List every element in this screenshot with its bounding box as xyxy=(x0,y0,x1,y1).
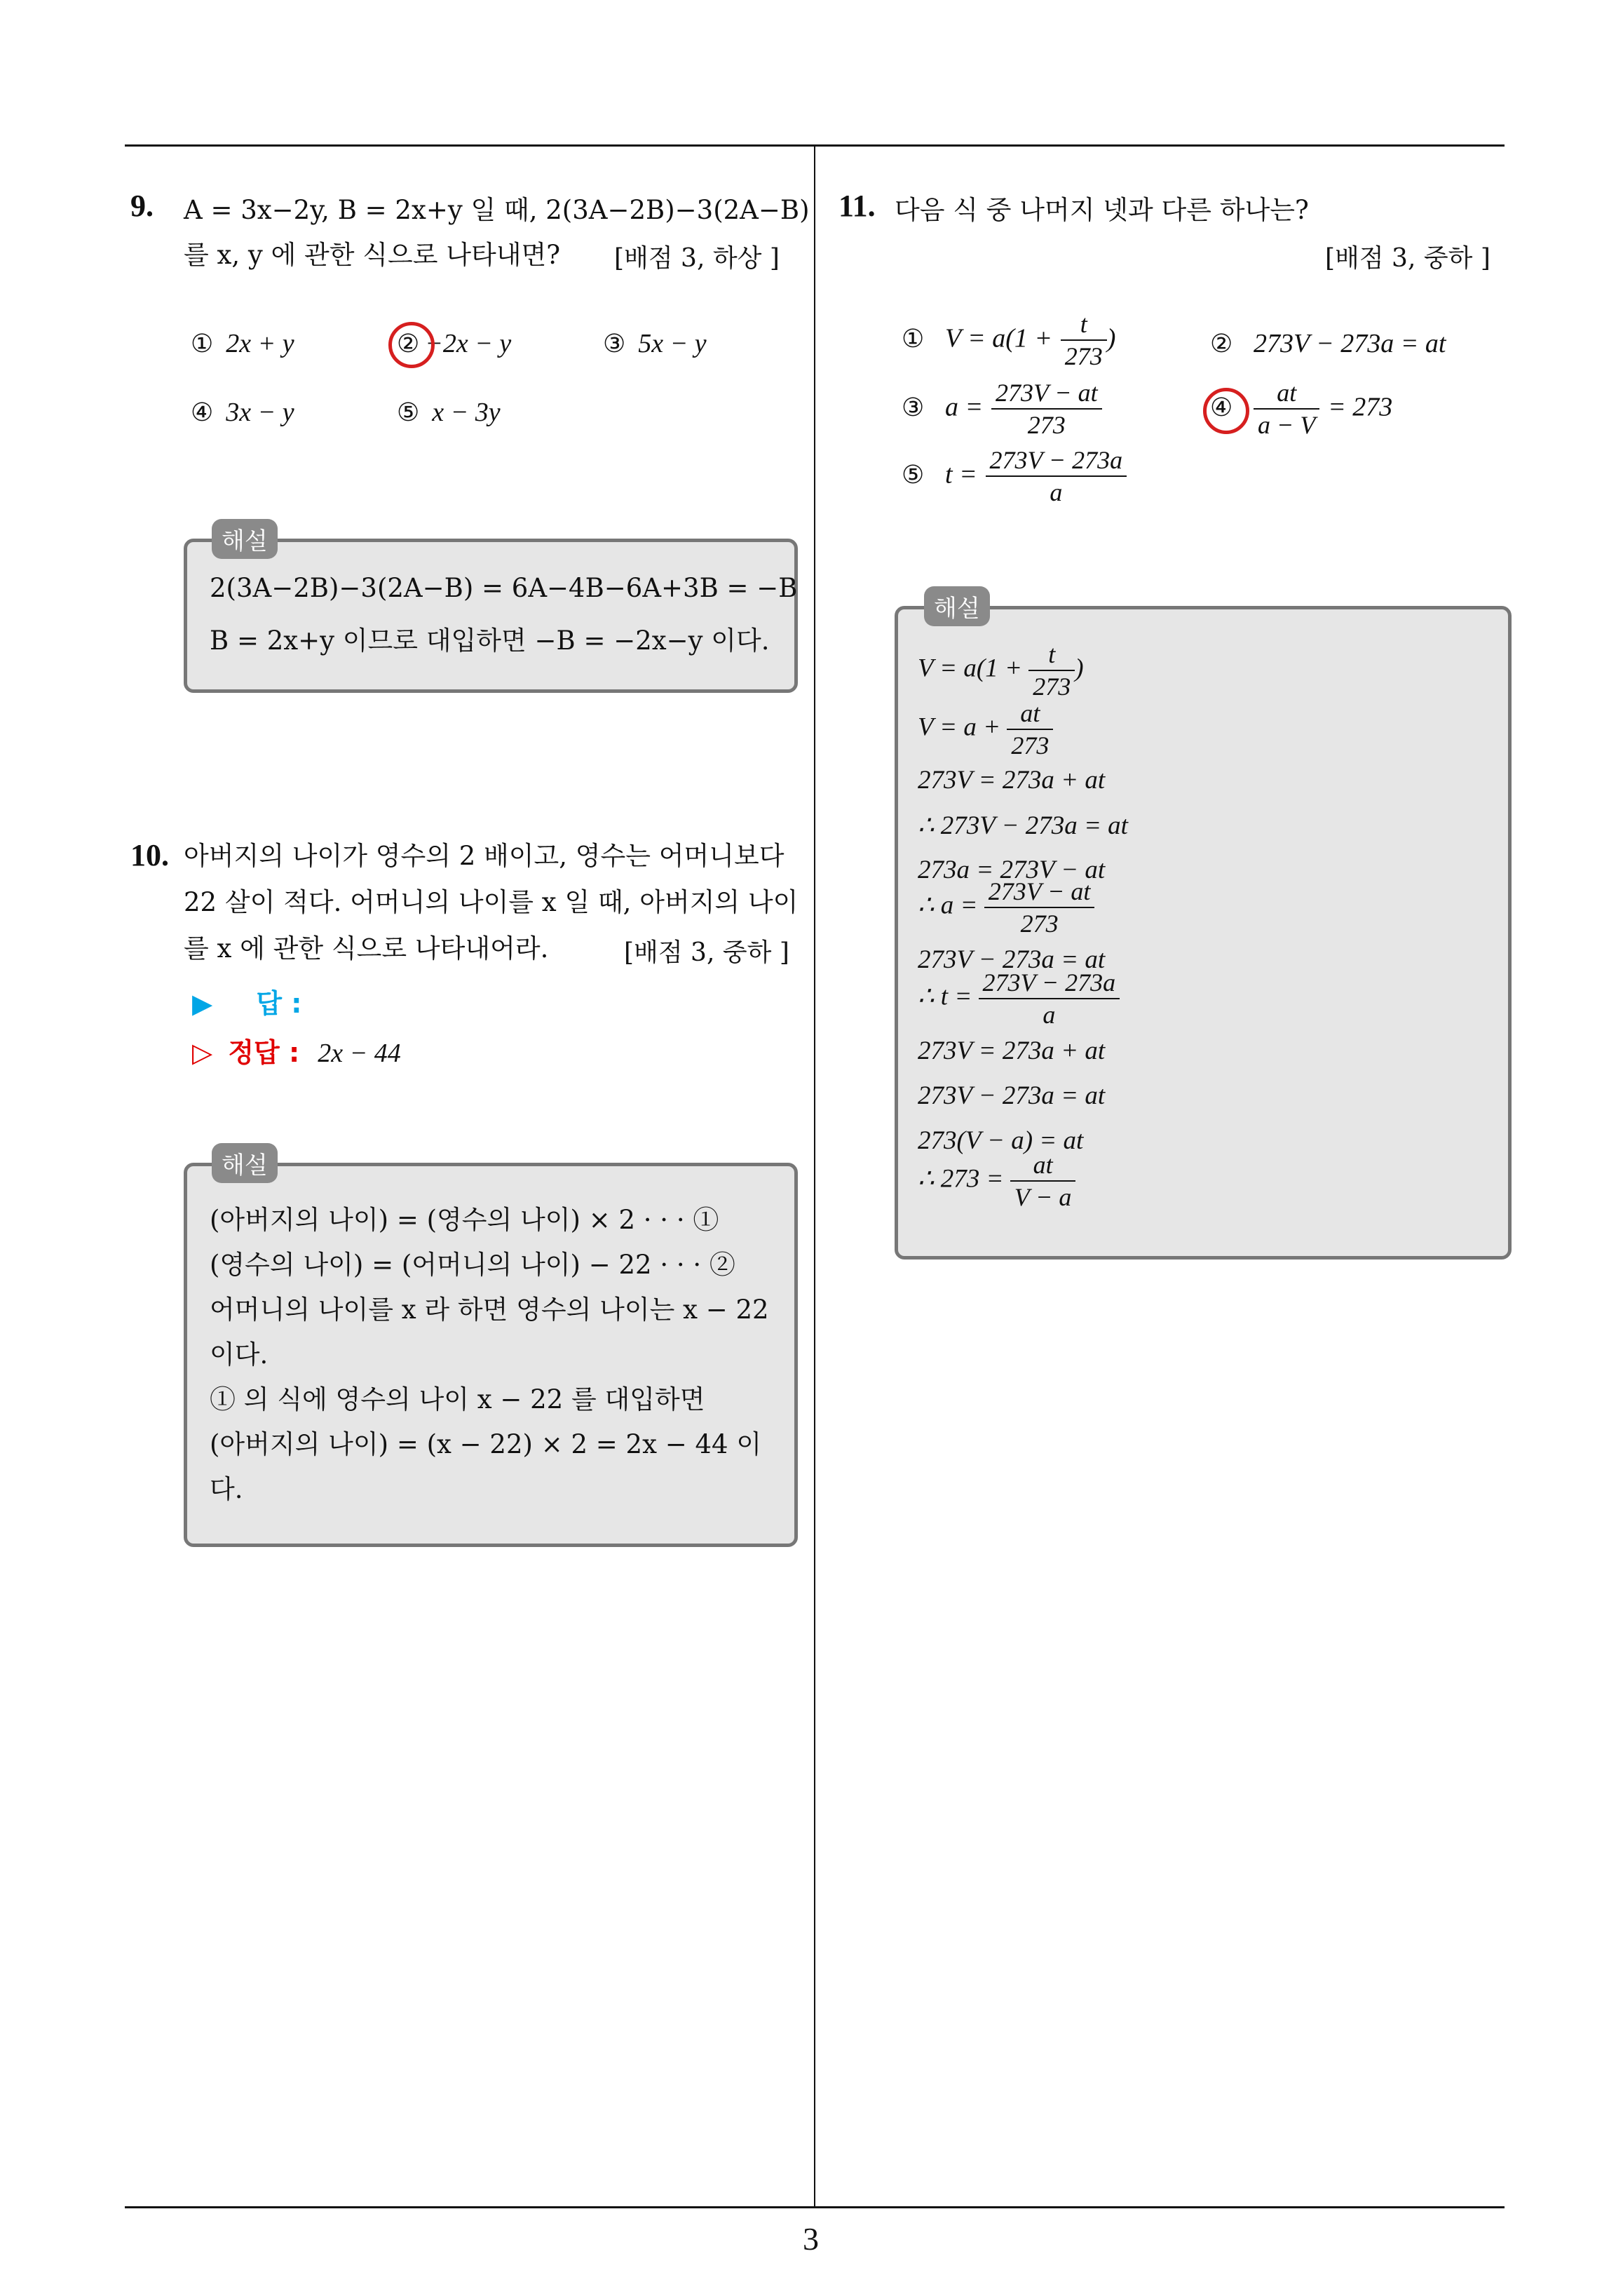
correct-arrow-icon: ▷ xyxy=(192,1037,213,1068)
choice-text: x − 3y xyxy=(432,398,501,427)
q11-line1: 다음 식 중 나머지 넷과 다른 하나는? xyxy=(895,195,1309,225)
q9-choice-4[interactable] xyxy=(191,397,294,428)
q11-explain-line10: 273V − 273a = at xyxy=(918,1081,1106,1110)
q10-line3: 를 x 에 관한 식으로 나타내어라. xyxy=(184,933,549,964)
q10-explain-line1: (아버지의 나이) = (영수의 나이) × 2 · · · ① xyxy=(210,1205,719,1235)
frac-numerator: at xyxy=(1010,1149,1076,1182)
q9-line2: 를 x, y 에 관한 식으로 나타내면? xyxy=(184,240,561,270)
choice-number: ⑤ xyxy=(397,398,420,427)
choice-prefix: V = a(1 + xyxy=(945,323,1053,353)
correct-value: 2x − 44 xyxy=(318,1039,401,1068)
choice-number: ③ xyxy=(902,393,925,422)
q11-choice-1[interactable] xyxy=(902,309,1115,372)
q10-answer-row xyxy=(192,982,301,1020)
frac-denominator: 273 xyxy=(1033,673,1071,701)
q11-explain-line9: 273V = 273a + at xyxy=(918,1036,1106,1065)
choice-number: ② xyxy=(1210,330,1233,358)
q9-line1: A = 3x−2y, B = 2x+y 일 때, 2(3A−2B)−3(2A−B) xyxy=(184,195,810,225)
line-fraction xyxy=(1010,1149,1076,1213)
q11-answer-circle xyxy=(1203,388,1249,434)
q11-explain-line8 xyxy=(918,967,1120,1030)
q11-explain-line12 xyxy=(918,1149,1075,1213)
choice-number: ③ xyxy=(603,330,626,358)
q9-answer-circle xyxy=(388,322,435,368)
q10-explain-line7: 다. xyxy=(210,1474,243,1504)
choice-number: ② xyxy=(397,330,420,358)
line-prefix: V = a + xyxy=(918,713,1001,742)
q10-explain-line2: (영수의 나이) = (어머니의 나이) − 22 · · · ② xyxy=(210,1250,735,1280)
q10-explain-line5: ① 의 식에 영수의 나이 x − 22 를 대입하면 xyxy=(210,1384,705,1414)
q11-choice-5[interactable] xyxy=(902,445,1127,508)
q10-explain-line4: 이다. xyxy=(210,1339,269,1370)
choice-number: ④ xyxy=(191,398,214,427)
q11-choice-2[interactable] xyxy=(1210,328,1446,359)
page-number: 3 xyxy=(803,2221,819,2257)
choice-number: ⑤ xyxy=(902,460,925,489)
q11-choice-3[interactable] xyxy=(902,377,1102,440)
bottom-rule xyxy=(125,2206,1505,2208)
line-prefix: ∴ t = xyxy=(918,982,972,1011)
frac-denominator: V − a xyxy=(1014,1183,1072,1211)
q11-explain-line6 xyxy=(918,876,1094,939)
choice-fraction xyxy=(1061,309,1107,372)
choice-text: −2x − y xyxy=(425,329,512,358)
choice-text: 3x − y xyxy=(226,398,294,427)
frac-numerator: 273V − 273a xyxy=(986,445,1127,477)
q10-line2: 22 살이 적다. 어머니의 나이를 x 일 때, 아버지의 나이 xyxy=(184,887,799,917)
q9-explanation-tag: 해설 xyxy=(212,519,278,559)
q10-correct-row xyxy=(192,1031,401,1069)
line-fraction xyxy=(984,876,1095,939)
line-fraction xyxy=(979,967,1120,1030)
frac-denominator: a xyxy=(1043,1001,1056,1029)
line-fraction xyxy=(1028,639,1075,702)
q11-explain-line7: 273V − 273a = at xyxy=(918,945,1106,974)
choice-fraction xyxy=(991,377,1102,440)
frac-denominator: a − V xyxy=(1258,411,1316,439)
choice-fraction xyxy=(1254,377,1319,440)
choice-suffix: ) xyxy=(1106,323,1116,353)
q11-explanation-box xyxy=(895,606,1512,1260)
line-prefix: ∴ 273 = xyxy=(918,1164,1004,1194)
q10-number: 10. xyxy=(130,838,169,872)
frac-numerator: t xyxy=(1061,309,1107,341)
choice-number: ④ xyxy=(1210,393,1233,422)
answer-arrow-icon: ▶ xyxy=(192,988,213,1019)
frac-numerator: at xyxy=(1254,377,1319,410)
choice-prefix: a = xyxy=(945,392,984,422)
q9-choice-1[interactable] xyxy=(191,328,294,359)
choice-text: 2x + y xyxy=(226,329,294,358)
choice-text: 5x − y xyxy=(638,329,707,358)
line-prefix: V = a(1 + xyxy=(918,654,1022,683)
q10-line1: 아버지의 나이가 영수의 2 배이고, 영수는 어머니보다 xyxy=(184,841,785,871)
q9-explain-line1: 2(3A−2B)−3(2A−B) = 6A−4B−6A+3B = −B xyxy=(210,573,798,603)
q10-score: [배점 3, 중하 ] xyxy=(624,938,789,967)
q11-explain-line5: 273a = 273V − at xyxy=(918,856,1106,884)
q10-explanation-tag: 해설 xyxy=(212,1143,278,1183)
q9-score: [배점 3, 하상 ] xyxy=(614,244,780,273)
frac-numerator: 273V − 273a xyxy=(979,967,1120,999)
frac-denominator: a xyxy=(1050,478,1063,506)
choice-fraction xyxy=(986,445,1127,508)
q11-explain-line1 xyxy=(918,639,1084,702)
q9-number: 9. xyxy=(130,189,154,223)
frac-denominator: 273 xyxy=(1027,411,1066,439)
q9-choice-5[interactable] xyxy=(397,397,501,428)
q10-explain-line3: 어머니의 나이를 x 라 하면 영수의 나이는 x − 22 xyxy=(210,1295,769,1325)
answer-label: 답 : xyxy=(256,988,302,1019)
frac-numerator: 273V − at xyxy=(984,876,1095,908)
choice-number: ① xyxy=(191,330,214,358)
q11-explain-line11: 273(V − a) = at xyxy=(918,1126,1084,1155)
correct-label: 정답 : xyxy=(228,1037,300,1068)
q11-number: 11. xyxy=(838,189,876,223)
choice-suffix: = 273 xyxy=(1328,392,1393,422)
choice-text: 273V − 273a = at xyxy=(1254,329,1446,358)
frac-denominator: 273 xyxy=(1020,910,1059,938)
q9-explain-line2: B = 2x+y 이므로 대입하면 −B = −2x−y 이다. xyxy=(210,626,770,656)
choice-number: ① xyxy=(902,324,925,353)
line-prefix: ∴ a = xyxy=(918,891,978,920)
q11-explain-line4: ∴ 273V − 273a = at xyxy=(918,811,1128,840)
q10-explanation-box xyxy=(184,1163,798,1547)
line-suffix: ) xyxy=(1075,654,1084,683)
q11-explanation-tag: 해설 xyxy=(924,586,990,626)
line-fraction xyxy=(1007,698,1053,761)
q9-explanation-box xyxy=(184,539,798,693)
q9-choice-3[interactable] xyxy=(603,328,707,359)
frac-numerator: at xyxy=(1007,698,1053,730)
q11-explain-line2 xyxy=(918,698,1053,761)
frac-numerator: t xyxy=(1028,639,1075,671)
q11-explain-line3: 273V = 273a + at xyxy=(918,766,1106,795)
q11-score: [배점 3, 중하 ] xyxy=(1325,244,1490,273)
frac-denominator: 273 xyxy=(1011,731,1050,759)
choice-prefix: t = xyxy=(945,459,977,489)
frac-numerator: 273V − at xyxy=(991,377,1102,410)
q10-explain-line6: (아버지의 나이) = (x − 22) × 2 = 2x − 44 이 xyxy=(210,1429,762,1459)
column-divider xyxy=(814,144,815,2208)
frac-denominator: 273 xyxy=(1064,342,1103,370)
